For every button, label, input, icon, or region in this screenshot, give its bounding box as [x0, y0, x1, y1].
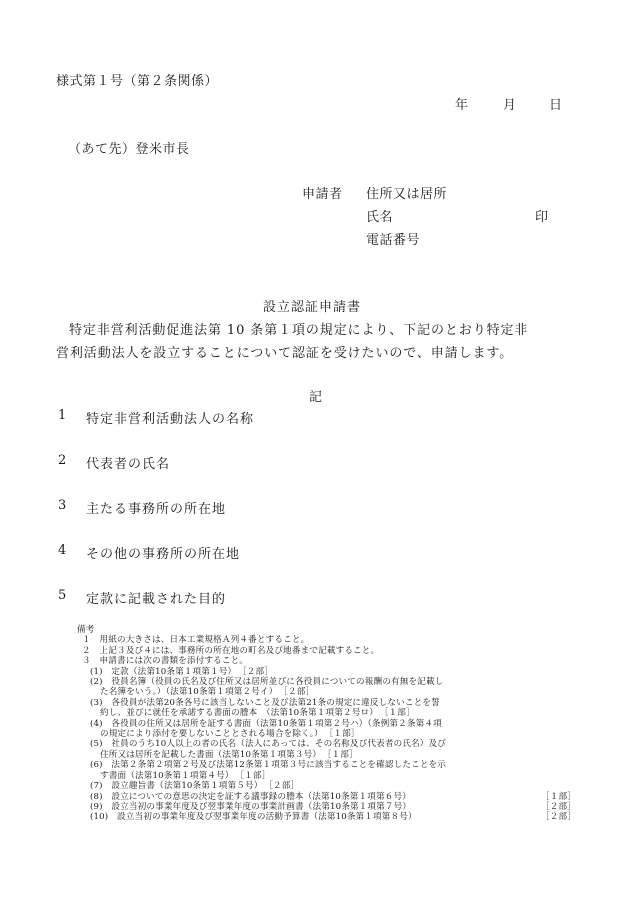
attachment-6-line-1: (6) 法第２条第２項第２号及び法第12条第１項第３号に該当することを確認したことを示 — [90, 760, 447, 771]
date-year-label: 年 — [455, 98, 469, 113]
attachment-4-text: の規定により添付を要しないこととされる場合を除く。） — [100, 729, 323, 740]
attachment-3-line-2 — [76, 708, 576, 718]
notes-section — [76, 625, 576, 823]
attachment-4-copies: ［１部］ — [328, 729, 360, 740]
addressee: （あて先）登米市長 — [68, 142, 190, 157]
item-number-1: 1 — [58, 408, 67, 423]
attachment-9-copies: ［２部］ — [541, 801, 576, 812]
attachment-7-copies: ［２部］ — [268, 781, 300, 792]
note-2: ２ 上記３及び４には、事務所の所在地の町名及び地番まで記載すること。 — [82, 645, 380, 656]
intro-text-line-2: 営利活動法人を設立することについて認証を受けたいので、申請します。 — [56, 346, 514, 361]
attachment-10 — [76, 812, 576, 822]
attachment-5-text: 住所又は居所を記載した書面（法第10条第１項第３号） — [100, 749, 322, 760]
item-number-4: 4 — [58, 543, 67, 558]
attachment-8-copies: ［１部］ — [541, 791, 576, 802]
date-day-label: 日 — [549, 98, 563, 113]
applicant-name-label: 氏名 — [366, 210, 394, 225]
item-text-2: 代表者の氏名 — [86, 457, 171, 472]
attachment-1-text: (1) 定款（法第10条第１項第１号） — [90, 666, 237, 677]
attachment-5-line-2 — [76, 750, 576, 760]
item-text-3: 主たる事務所の所在地 — [86, 502, 227, 517]
attachment-3-line-1: (3) 各役員が法第20条各号に該当しないこと及び法第21条の規定に違反しないことを誓 — [90, 697, 440, 708]
seal-mark: 印 — [535, 210, 549, 225]
item-text-4: その他の事務所の所在地 — [86, 547, 241, 562]
attachment-3-text: 約し、並びに就任を承諾する書面の謄本 （法第10条第１項第２号ロ） — [100, 708, 378, 719]
attachment-4-line-1: (4) 各役員の住所又は居所を証する書面（法第10条第１項第２号ハ）（条例第２条第４項 — [90, 718, 442, 729]
applicant-address-label: 住所又は居所 — [366, 187, 448, 202]
item-text-1: 特定非営利活動法人の名称 — [86, 412, 255, 427]
attachment-10-copies: ［２部］ — [541, 812, 576, 823]
ki-heading: 記 — [309, 390, 323, 405]
attachment-8 — [76, 792, 576, 802]
item-number-3: 3 — [58, 498, 67, 513]
attachment-9-text: (9) 設立当初の事業年度及び翌事業年度の事業計画書（法第10条第１項第７号） — [90, 801, 412, 812]
attachment-1-copies: ［２部］ — [242, 666, 273, 677]
document-title: 設立認証申請書 — [263, 300, 362, 315]
attachment-7-text: (7) 設立趣旨書（法第10条第１項第５号） — [90, 781, 263, 792]
note-3: ３ 申請書には次の書類を添付すること。 — [82, 656, 249, 667]
applicant-phone-label: 電話番号 — [366, 233, 421, 248]
item-text-5: 定款に記載された目的 — [86, 592, 227, 607]
attachment-2-line-2 — [76, 687, 576, 697]
attachment-5-copies: ［１部］ — [327, 749, 358, 760]
attachment-2-line-1: (2) 役員名簿（役員の氏名及び住所又は居所並びに各役員についての報酬の有無を記載し — [90, 677, 444, 688]
form-number-label: 様式第１号（第２条関係） — [56, 74, 219, 89]
attachment-1 — [76, 667, 576, 677]
attachment-2-text: た名簿をいう。）（法第10条第１項第２号イ） — [100, 687, 278, 698]
note-1: １ 用紙の大きさは、日本工業規格Ａ列４番とすること。 — [82, 635, 310, 646]
attachment-10-text: (10) 設立当初の事業年度及び翌事業年度の活動予算書（法第10条第１項第８号） — [90, 812, 417, 823]
attachment-6-copies: ［１部］ — [239, 770, 271, 781]
attachment-3-copies: ［１部］ — [384, 708, 415, 719]
item-number-5: 5 — [58, 588, 67, 603]
intro-text-line-1: 特定非営利活動促進法第 10 条第１項の規定により、下記のとおり特定非 — [69, 323, 529, 338]
attachment-5-line-1: (5) 社員のうち10人以上の者の氏名（法人にあっては、その名称及び代表者の氏名）及び — [90, 739, 447, 750]
item-number-2: 2 — [58, 453, 67, 468]
attachment-7 — [76, 781, 576, 791]
attachment-4-line-2 — [76, 729, 576, 739]
attachment-6-line-2 — [76, 771, 576, 781]
attachment-2-copies: ［２部］ — [283, 687, 315, 698]
attachment-9 — [76, 802, 576, 812]
date-month-label: 月 — [503, 98, 517, 113]
notes-heading: 備考 — [77, 625, 95, 635]
attachment-6-text: す書面（法第10条第１項第４号） — [100, 770, 234, 781]
applicant-label: 申請者 — [302, 187, 343, 202]
attachment-8-text: (8) 設立についての意思の決定を証する議事録の謄本（法第10条第１項第６号） — [90, 791, 411, 802]
